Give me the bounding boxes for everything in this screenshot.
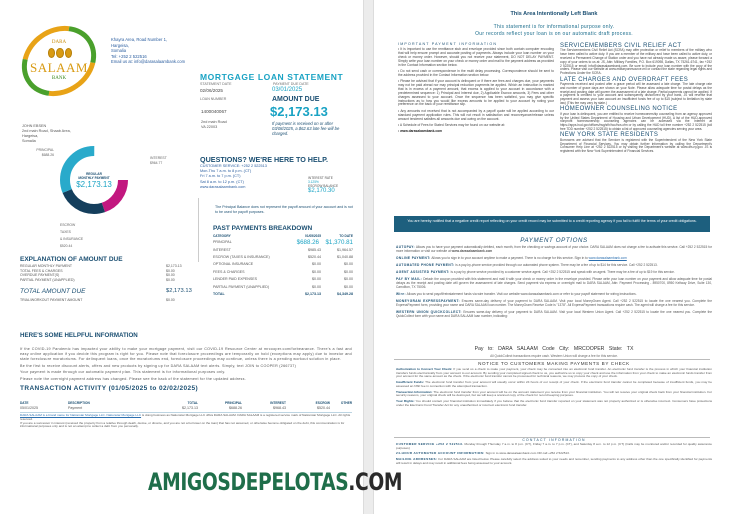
option-key: MONEYGRAM EXPRESSPAYMENT:	[396, 299, 460, 304]
bullet-text: It is important to use the remittance stub and envelope provided since both contain computer encoding that will help ensure prompt and accurate posting of payments. Always include your loan number on your check or money order. However, should you not receive your statement, DO NOT DELAY PAYMENT. Simply write your loan number on your check or money order and mail to the payment address as provided in the Contact Information section below.	[398, 46, 554, 67]
coins-icon	[48, 48, 72, 58]
table-row	[213, 276, 353, 283]
table-row	[213, 253, 353, 260]
option-text: Allows you to send payoff/reinstatement funds via wire transfer. Visit our website www.darasalaambank.com or refer to your payoff statement for wiring instructions.	[405, 292, 637, 297]
address-line: Khayra Area, Road Number 1,	[111, 37, 168, 42]
row-label: ESCROW (TAXES & INSURANCE)	[213, 255, 270, 260]
row-period: $0.00	[312, 262, 321, 267]
past-payments-title: PAST PAYMENTS BREAKDOWN	[213, 225, 313, 232]
notice-text: If you send us a check to make your payment, your check may be converted into an electronic fund transfer. An electronic fund transfer is the process in which your financial institution transfers funds electronically from your account to our account. By sending your completed signed check to us, you authorize us to copy your check and use the information from your check to make an electronic funds transfer from your account for the same amount as the check. If the electronic fund transfer cannot be processed for technical reasons, we may process the copy of your check.	[396, 367, 712, 379]
header-cell: TO DATE	[339, 233, 353, 238]
row-period: $2,173.13	[305, 292, 321, 297]
cell-escrow: $520.44	[317, 405, 330, 410]
address-line: Hargeisa,	[111, 42, 129, 48]
logo-bank-text: BANK	[51, 76, 67, 81]
row-value: $0.00	[166, 273, 175, 278]
header-cell: CATEGORY	[213, 233, 231, 238]
blank-area-title: This Area Intentionally Left Blank	[510, 11, 598, 17]
counseling-body: If your loan is delinquent, you are entitled to receive homeownership counseling from an agency approved by the United States Department of Housing and Urban Development (HUD). A list of the HUD-approved nonprofit homeownership counseling agencies can be accessed via the Internet at https://apps.hud.gov/offices/hsg/sfh/hcc/hcs.cfm or by calling the HUD toll free number +252 2 522515 (toll free TDD number +252 2 522515) to obtain a list of approved counseling agencies serving your area.	[560, 111, 712, 131]
bank-logo	[20, 28, 98, 94]
info-bullet: • Do not send cash or correspondence in the multi delay processing. Correspondence should be sent to the address provided in the Contact Information section below.	[398, 68, 554, 77]
counseling-title: HOMEOWNER COUNSELING NOTICE	[560, 106, 678, 113]
explanation-title: EXPLANATION OF AMOUNT DUE	[20, 256, 123, 263]
scra-body: The Servicemembers Civil Relief Act (SCRA) may offer protection or relief to members of the military who have been called to active duty. If you are a member of the military and have been called to active duty, or received a Permanent Change of Station order and you have not already made us aware, please forward a copy of your orders to us at: JS, Attn: Military Families, P.O. Box 619098, Dallas, TX 75261-6741, fax +252 2 522515 or email: info@darasalaambank.com. Be sure to include your loan number with the copy of the orders. Please visit our website at www.militaryonesource.mil or contact the state regarding legal rights and Protections Under the SCRA.	[560, 48, 712, 76]
statement-date: 02/06/2025	[200, 88, 223, 93]
payment-option-agent	[396, 271, 712, 275]
customer-service-phone: CUSTOMER SERVICE: +252 2 522513	[200, 164, 267, 168]
hours-line: Sat 8 a.m. to 12 p.m. (CT)	[200, 179, 244, 184]
payment-option-western-union	[396, 311, 712, 319]
table-row	[20, 278, 192, 283]
page-gutter	[363, 0, 374, 514]
option-text: Ensures same-day delivery of your payment to DARA SALAAM. Visit your local Western Union Agent. Call +252 2 522515 to locate the one nearest you. Complete the QuickCollect form with your name and DARA SALAAM loan number, indicating:	[396, 310, 712, 319]
escrow-balance-value: $2,170.30	[308, 187, 335, 194]
principal-value: $688.26	[41, 152, 54, 157]
trial-value: $0.00	[166, 298, 175, 302]
option-text: Ensures same-day delivery of your payment to DARA SALAAM. Visit your local MoneyGram Agent. Call +252 2 522515 to locate the one nearest you. Complete the ExpressPayment form, providing your name and DARA SALAAM loan number. The MoneyGram Receive Code is "1378". All ExpressPayment transactions require cash. The agent will charge a fee for this service.	[396, 299, 712, 308]
customer-service-info	[200, 164, 267, 190]
interest-value: $964.77	[150, 160, 163, 165]
info-bullet: • A Schedule of Fees for Stated Services may be found on our website at:	[398, 122, 506, 127]
trial-payment-row	[20, 298, 192, 302]
table-row	[213, 261, 353, 268]
email[interactable]: Email us at: info@darasalaambank.com	[111, 59, 186, 65]
payment-option-online	[396, 257, 712, 261]
row-ytd: $1,370.81	[325, 238, 353, 246]
transaction-activity-title: TRANSACTION ACTIVITY (01/05/2025 to 02/02/2025)	[20, 385, 199, 392]
header-cell: PRINCIPAL	[225, 400, 242, 405]
property-address	[201, 120, 227, 129]
notice-item	[396, 391, 712, 398]
info-bullet: • It is important to use the remittance stub and envelope provided since both contain computer encoding that will help ensure prompt and accurate posting of payments. Always include your loan number on your check or money order. However, should you not receive your statement, DO NOT DELAY PAYMENT. Simply write your loan number on your check or money order and mail to the payment address as provided in the Contact Information section below.	[398, 46, 554, 67]
borrower-name: JOHN EBSEN	[22, 124, 47, 128]
notice-key: Authorization to Convert Your Check:	[396, 367, 453, 371]
total-value: $2,173.13	[166, 288, 192, 294]
borrower-address-line: Hargeisa,	[22, 134, 39, 138]
row-ytd: $0.00	[344, 269, 353, 274]
helpful-info-title: HERE'S SOME HELPFUL INFORMATION	[20, 332, 138, 339]
notice-item	[396, 400, 712, 407]
pay-to-line: Pay to: DARA SALAAM Code City: MRCOOPER State: TX	[474, 346, 634, 352]
row-period: $0.00	[312, 284, 321, 289]
statement-front-page	[0, 0, 363, 514]
amount-due-value: $2,173.13	[270, 104, 328, 119]
payment-option-autopay	[396, 246, 712, 254]
bullet-text: Do not send cash or correspondence in the multi delay processing. Correspondence should be sent to the address provided in the Contact Information section below.	[398, 68, 554, 77]
escrow-balance-label: ESCROW BALANCE	[308, 184, 339, 189]
table-row	[20, 405, 352, 410]
rate-escrow-box	[308, 176, 338, 193]
address-line: Somalia	[111, 48, 127, 54]
option-key: ONLINE PAYMENT:	[396, 256, 431, 260]
donut-center-label: REGULAR	[86, 171, 102, 176]
escrow-label: & INSURANCE	[60, 237, 84, 241]
notice-text: The electronic fund transfer from your account will usually occur within 24 hours of our receipt of your check. If the electronic fund transfer cannot be completed because of insufficient funds, you may be assessed an NSF fee in connection with the attempted transaction.	[396, 380, 712, 388]
transaction-footnote	[20, 414, 352, 429]
transaction-table	[20, 400, 352, 410]
section-title: IMPORTANT PAYMENT INFORMATION	[398, 42, 498, 46]
info-line: Our records reflect your loan is on our automatic draft process.	[475, 31, 633, 37]
contact-key: MAILING ADDRESSES:	[396, 456, 438, 461]
escrow-label: TAXES	[60, 230, 71, 234]
contact-info-title: CONTACT INFORMATION	[522, 438, 586, 442]
cell-total: $2,173.13	[182, 405, 198, 410]
header-cell: OTHER	[340, 400, 352, 405]
row-period: $0.00	[312, 277, 321, 282]
row-period: $688.26	[296, 238, 319, 246]
cell-principal: $688.26	[229, 405, 242, 410]
header-cell: TOTAL	[187, 400, 198, 405]
table-row	[213, 283, 353, 290]
contact-info-list	[396, 443, 712, 467]
header-cell: DESCRIPTION	[68, 400, 90, 405]
row-value: $0.00	[166, 278, 175, 283]
donut-principal-label	[34, 148, 54, 158]
divider	[198, 198, 199, 262]
info-paragraph: Please note the overnight payment address has changed. Please see the back of the statement for the updated address.	[20, 376, 247, 381]
header-cell: ESCROW	[315, 400, 330, 405]
principal-balance-note: The Principal Balance does not represent the payoff amount of your account and is not to be used for payoff purposes.	[215, 205, 353, 214]
logo-salaam-text: SALAAM	[30, 60, 88, 75]
option-key: AUTOPAY:	[396, 245, 416, 249]
table-row	[20, 273, 192, 278]
escrow-label: ESCROW	[60, 223, 76, 227]
option-text: is a pay-by-phone service provided through our automated phone system. There may be a fee of up to $14 for this service. Call +252 2 522513.	[454, 263, 658, 268]
ny-residents-body: Borrowers are advised that the Servicer is registered with the Superintendent of the New York State Department of Financial Services. You may obtain further information by calling the Department's Consumer Help Line at +252 2 522515 or by visiting the Department's website at www.dfs.ny.gov. JS is registered with the New York Superintendent of Financial Services.	[560, 137, 712, 154]
divider	[394, 359, 710, 360]
table-row	[20, 269, 192, 274]
contact-text: For DARA SALAAM are listed below. Please carefully select the address suited to your needs and remember, sending payments to any address other than the one specifically identified for payments will result in delays and may result in additional fees being assessed to your account.	[396, 456, 712, 465]
option-text: Allows you to have your payment automatically debited, each month, from the checking or savings account of your choice. DARA SALAAM does not charge a fee to activate this service. Call +252 2 522515 for more information or visit our website at	[396, 245, 712, 253]
notice-text: You should contact your financial institution immediately if you believe that the electronic fund transfer reported on your statement was not properly authorized or is otherwise incorrect. Consumers have protections under the Electronic Fund Transfer Act for any unauthorized or incorrect electronic fund transfer.	[396, 398, 712, 407]
row-label: INTEREST	[213, 247, 231, 252]
row-label: PARTIAL PAYMENT (UNAPPLIED)	[20, 278, 75, 283]
header-cell: INTEREST	[270, 400, 286, 405]
contact-key: CUSTOMER SERVICE +252 2 522513.	[396, 442, 464, 446]
option-key: Wire:	[396, 292, 406, 297]
principal-label: PRINCIPAL	[36, 148, 54, 152]
info-paragraph: Be the first to receive discount alerts, offers and new products by signing up for DARA SALAAM text alerts. Simply, text JOIN to COOPER (266737)	[20, 363, 297, 368]
table-row	[213, 268, 353, 275]
payment-due-date: 03/01/2025	[272, 87, 303, 93]
hours-line: Fri 7 a.m. to 7 p.m. (CT)	[200, 174, 241, 179]
borrower-address-line: 2nd main Road, Shaab Area,	[22, 129, 71, 133]
important-payment-info	[398, 43, 554, 136]
row-label: LENDER PAID EXPENSES	[213, 277, 258, 282]
table-row	[213, 238, 353, 246]
row-label: PRINCIPAL	[213, 240, 232, 244]
interest-label: INTEREST	[150, 156, 167, 160]
past-payments-table	[213, 233, 353, 298]
payment-option-moneygram	[396, 300, 712, 308]
property-address-line: VA 22003	[201, 124, 218, 129]
info-paragraph: If the COVID-19 Pandemic has impacted your ability to make your mortgage payment, visit our COVID-19 Resource Center at mrcooper.com/forbearance. There's a fast and easy online application if you decide this program is right for you. Please note that foreclosure proceedings are temporarily on hold (exceptions may apply) due to investor and state foreclosure moratoriums. For delinquent loans, once the moratoriums end, foreclosure proceedings may continue, unless there is a pending workout solution in place.	[20, 347, 352, 361]
option-key: PAY BY MAIL:	[396, 277, 423, 282]
info-bullet: • Any amounts not received that is not accompanied by a payoff quote will be applied according to our standard payment application rules. This will not result in satisfaction and reconveyance/release unless amount tendered satisfies all amounts due and owing on the account.	[398, 108, 554, 121]
row-period: $0.00	[312, 269, 321, 274]
borrower-address	[22, 124, 71, 144]
row-label: PARTIAL PAYMENT (UNAPPLIED)	[213, 284, 270, 289]
contact-text: Sign in to www.darasalaambank.com OR call +252 2 522513.	[484, 451, 570, 456]
notice-key: Your Rights:	[396, 398, 415, 403]
option-text: Allows you to sign in to your account anytime to make a payment. There is no charge for this service. Sign in to	[430, 256, 589, 260]
table-row	[213, 246, 353, 253]
row-ytd: $1,040.88	[337, 255, 353, 260]
notice-item	[396, 381, 712, 388]
explanation-table	[20, 264, 192, 282]
property-address-line: 2nd main Road	[201, 120, 227, 124]
website-link[interactable]: www.darasalaambank.com	[451, 248, 493, 253]
statement-back-page	[374, 0, 734, 514]
footnote-text: is doing business as Nationstar Mortgage LLC d/b/a DARA SALAAM. DARA SALAAM is a registered service mark of Nationstar Mortgage LLC. All rights reserved.	[20, 413, 351, 421]
escrow-value: $520.44	[60, 244, 73, 248]
row-period: $520.44	[308, 255, 321, 260]
option-text: Detach the coupon provided with this statement and mail it with your check or money order in the envelope provided. Please write your loan number on your payment and allow adequate time for postal delays as the receipt and posting date will govern the assessment of late charges. Send payment via express or overnight mail to DARA SALAAM, Attn: Payment Processing - 8950700, 8950 Kellway Drive, Suite 130, Carrollton, TX 75006.	[396, 277, 712, 290]
watermark-text: AMIGOSDEPELOTAS	[148, 468, 349, 496]
payment-option-mail	[396, 278, 712, 290]
check-notice-list	[396, 368, 712, 409]
ny-residents-title: NEW YORK STATE RESIDENTS	[560, 132, 659, 139]
row-period: $985.43	[308, 247, 321, 252]
notice-text: The electronic fund transfer from your account will be on the account statement you receive from your financial institution. You will not receive your original check back from your financial institution. For security reasons, your original check will be destroyed, but we will keep a scanned copy of the check for record keeping purposes.	[396, 389, 712, 398]
option-key: WESTERN UNION QUICKCOLLECT:	[396, 310, 462, 315]
info-bullet: • www.darasalaambank.com	[398, 129, 443, 134]
logo-dara-text: DARA	[51, 40, 67, 45]
website-link[interactable]: www.darasalaambank.com	[400, 129, 443, 134]
brand-link[interactable]: DARA SALAAM is a brand name for Nationstar Mortgage LLC. Nationstar Mortgage LLC	[20, 413, 142, 417]
donut-center-value: $2,173.13	[76, 179, 112, 189]
row-label: OVERDUE PAYMENT(S)	[20, 273, 60, 278]
notice-key: Insufficient Funds:	[396, 380, 425, 385]
cell-interest: $968.43	[273, 405, 286, 410]
row-ytd: $4,349.28	[337, 292, 353, 297]
loan-number: 1400040067	[201, 109, 227, 114]
row-label: REGULAR MONTHLY PAYMENT	[20, 264, 73, 269]
donut-center-label: MONTHLY PAYMENT	[78, 175, 110, 180]
row-value: $0.00	[166, 268, 175, 273]
row-label: TOTAL FEES & CHARGES	[20, 268, 63, 273]
table-total-row	[213, 290, 353, 297]
contact-item	[396, 458, 712, 466]
footnote-text: If you are a successor in interest (received the property from a relative through death, devise, or divorce, and you are not a borrower on the loan) that has not assumed, or otherwise become obligated on the debt, this communication is for informational purposes only and is not an attempt to collect a debt from you personally.	[20, 420, 345, 429]
header-cell: 01/05/2025	[305, 233, 321, 238]
info-line: This statement is for informational purpose only.	[493, 24, 615, 30]
option-text: is a pay by phone service provided by a customer service agent. Call +252 2 522515 and speak with an agent. There may be a fee of up to $19 for this service.	[449, 270, 675, 275]
watermark-text: .COM	[348, 468, 403, 496]
info-paragraph: Your payment is made through our automatic payment plan. This statement is for informational purposes only.	[20, 370, 226, 375]
bank-address	[111, 37, 185, 65]
row-ytd: $1,964.57	[337, 247, 353, 252]
bullet-text: A Schedule of Fees for Stated Services may be found on our website at:	[399, 122, 506, 127]
donut-center	[58, 144, 130, 216]
table-header	[20, 400, 352, 405]
contact-item	[396, 443, 712, 451]
row-ytd: $0.00	[344, 262, 353, 267]
contact-item	[396, 452, 712, 456]
option-key: AGENT ASSISTED PAYMENT:	[396, 270, 450, 275]
trial-label: TRIAL/WORKOUT PAYMENT AMOUNT	[20, 298, 83, 302]
scra-title: SERVICEMEMBERS CIVIL RELIEF ACT	[560, 43, 682, 49]
contact-text: Monday through Thursday 7 a.m. to 8 p.m. (CT), Friday 7 a.m. to 7 p.m. (CT), and Saturday 8 a.m. to 12 p.m. (CT) (Calls may be monitored and/or recorded for quality assurance purposes)	[396, 442, 712, 450]
borrower-address-line: Somalia	[22, 139, 36, 143]
total-amount-due-row	[20, 288, 192, 295]
payment-due-label: PAYMENT DUE DATE	[273, 82, 309, 86]
row-ytd: $0.00	[344, 284, 353, 289]
row-value: $2,173.13	[166, 264, 182, 269]
legal-notices	[560, 43, 712, 155]
notice-item	[396, 368, 712, 379]
helpful-info-body	[20, 347, 352, 383]
cell-date: 05/01/2025	[20, 405, 38, 410]
late-fee-note: If payment is received on or after 03/08/2025, a $62.63 late fee will be charged.	[272, 121, 340, 137]
payment-option-phone	[396, 264, 712, 268]
website-link[interactable]: www.darasalaambank.com	[200, 184, 246, 189]
phone: Tel: +252 2 522516	[111, 53, 147, 59]
amount-due-label: AMOUNT DUE	[272, 96, 320, 103]
payment-options-list	[396, 246, 712, 322]
cell-description: Payment	[68, 405, 83, 410]
option-key: AUTOMATED PHONE PAYMENT:	[396, 263, 455, 268]
statement-title: MORTGAGE LOAN STATEMENT	[200, 72, 344, 82]
late-charges-body: Payments received and posted after a grace period will be assessed a late charge. The late charge rate and number of grace days are shown on your Note. Please allow adequate time for postal delays as the receipt and posting date will govern the assessment of a late charge. Partial payments cannot be applied. If a payment is credited to your account and subsequently dishonored by your bank, JS will reverse that payment and assess your loan account an insufficient funds fee of up to $15 (subject to limitation by state law) (This fee may vary by state.)	[560, 81, 712, 105]
bullet-text: Any amounts not received that is not accompanied by a payoff quote will be applied according to our standard payment application rules. This will not result in satisfaction and reconveyance/release unless amount tendered satisfies all amounts due and owing on the account.	[398, 108, 554, 121]
row-label: OPTIONAL INSURANCE	[213, 262, 254, 267]
questions-title: QUESTIONS? WE'RE HERE TO HELP.	[200, 155, 329, 164]
check-notice-title: NOTICE TO CUSTOMERS MAKING PAYMENTS BY CHECK	[478, 361, 630, 366]
pay-to-note: All QuickCollect transactions require cash. Western Union will charge a fee for this service.	[490, 354, 618, 358]
table-row	[20, 264, 192, 269]
interest-rate-value: 3.125%	[308, 180, 319, 185]
website-link[interactable]: www.darasalaambank.com	[588, 256, 627, 260]
header-cell: DATE	[20, 400, 29, 405]
row-label: FEES & CHARGES	[213, 269, 245, 274]
credit-report-banner: You are hereby notified that a negative credit report reflecting on your credit record may be submitted to a credit reporting agency if you fail to fulfill the terms of your credit obligations.	[394, 216, 710, 232]
table-header	[213, 233, 353, 238]
payment-options-title: PAYMENT OPTIONS	[520, 237, 588, 244]
watermark	[148, 468, 402, 496]
interest-rate-label: INTEREST RATE	[308, 176, 333, 180]
notice-key: Transaction Information:	[396, 389, 433, 394]
payment-option-wire	[396, 293, 712, 297]
row-ytd: $0.00	[344, 277, 353, 282]
statement-date-label: STATEMENT DATE	[200, 82, 232, 86]
total-label: TOTAL AMOUNT DUE	[20, 288, 86, 295]
donut-interest-label	[150, 156, 167, 166]
info-bullet: • Please be advised that if your account is delinquent or if there are fees and charges due, your payments may not be paid ahead nor may principal reduction payments be applied. Which an instruction is marked that is in excess of a payment amount, that excess is applied to your account in accordance with a predetermined sequence: 1) Principal and Interest due, 2) Applicable Escrow amounts, 3) Fees and other charges assessed to your account. Once the sequence has been satisfied, you may give specific instructions as to how you would like excess amounts to be applied to your account by noting your preference on the back of your remittance slip.	[398, 79, 554, 107]
donut-escrow-label	[60, 222, 83, 250]
hours-line: Mon-Thu 7 a.m. to 8 p.m. (CT)	[200, 169, 252, 174]
contact-key: 24-HOUR AUTOMATED ACCOUNT INFORMATION:	[396, 451, 485, 456]
row-label: TOTAL	[213, 292, 225, 297]
loan-number-label: LOAN NUMBER	[200, 97, 227, 101]
late-charges-title: LATE CHARGES AND OVERDRAFT FEES	[560, 76, 689, 83]
bullet-text: Please be advised that if your account is delinquent or if there are fees and charges due, your payments may not be paid ahead nor may principal reduction payments be applied. Which an instruction is marked that is in excess of a payment amount, that excess is applied to your account in accordance with a predetermined sequence: 1) Principal and Interest due, 2) Applicable Escrow amounts, 3) Fees and other charges assessed to your account. Once the sequence has been satisfied, you may give specific instructions as to how you would like excess amounts to be applied to your account by noting your preference on the back of your remittance slip.	[398, 79, 554, 107]
